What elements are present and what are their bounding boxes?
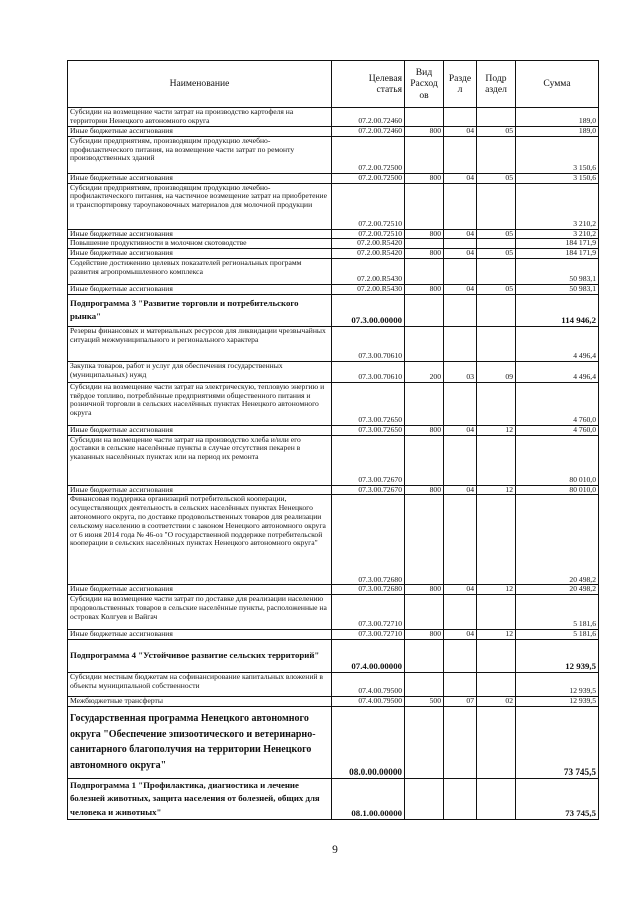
expense-type-cell (405, 183, 444, 229)
table-row (68, 585, 599, 595)
subsection-cell (477, 672, 516, 696)
table-row (68, 294, 599, 326)
target-code-cell: 07.3.00.72650 (332, 425, 405, 435)
target-code-cell: 07.3.00.70610 (332, 361, 405, 382)
name-cell: Государственная программа Ненецкого автономного округа "Обеспечение эпизоотического и ветеринарно-санитарного благополучия на территории Ненецкого автономного округа" (68, 706, 332, 778)
table-row (68, 382, 599, 425)
target-code-cell: 07.4.00.00000 (332, 639, 405, 672)
subsection-cell: 12 (477, 585, 516, 595)
target-code-cell: 07.3.00.72650 (332, 382, 405, 425)
section-cell (444, 382, 477, 425)
name-cell: Субсидии местным бюджетам на софинансирование капитальных вложений в объекты муниципальной собственности (68, 672, 332, 696)
table-row (68, 361, 599, 382)
target-code-cell: 07.2.00.72500 (332, 173, 405, 183)
expense-type-cell (405, 706, 444, 778)
target-code-cell: 07.4.00.79500 (332, 672, 405, 696)
table-row (68, 136, 599, 173)
section-cell (444, 495, 477, 585)
subsection-cell: 05 (477, 284, 516, 294)
section-cell: 04 (444, 173, 477, 183)
subsection-cell: 05 (477, 173, 516, 183)
table-row (68, 258, 599, 284)
expense-type-cell: 800 (405, 485, 444, 495)
expense-type-cell (405, 258, 444, 284)
table-row (68, 326, 599, 361)
target-code-cell: 08.0.00.00000 (332, 706, 405, 778)
target-code-cell: 07.2.00.R5420 (332, 249, 405, 259)
subsection-cell: 05 (477, 249, 516, 259)
section-cell (444, 108, 477, 127)
section-cell (444, 258, 477, 284)
subsection-cell (477, 706, 516, 778)
target-code-cell: 07.3.00.72710 (332, 630, 405, 640)
section-cell: 04 (444, 425, 477, 435)
name-cell: Закупка товаров, работ и услуг для обеспечения государственных (муниципальных) нужд (68, 361, 332, 382)
table-row (68, 672, 599, 696)
sum-cell: 184 171,9 (516, 239, 599, 249)
expense-type-cell (405, 239, 444, 249)
target-code-cell: 07.2.00.72500 (332, 136, 405, 173)
target-code-cell: 07.2.00.72510 (332, 229, 405, 239)
section-cell (444, 294, 477, 326)
budget-table-body (68, 108, 599, 820)
name-cell: Субсидии на возмещение части затрат по доставке для реализации населению продовольственных товаров в сельские населённые пункты, расположенные на островах Колгуев и Вайгач (68, 595, 332, 630)
sum-cell: 73 745,5 (516, 706, 599, 778)
subsection-cell: 09 (477, 361, 516, 382)
name-cell: Иные бюджетные ассигнования (68, 127, 332, 137)
target-code-cell: 07.3.00.72680 (332, 585, 405, 595)
target-code-cell: 07.3.00.00000 (332, 294, 405, 326)
expense-type-cell: 200 (405, 361, 444, 382)
table-row (68, 249, 599, 259)
subsection-cell (477, 639, 516, 672)
target-code-cell: 07.3.00.72680 (332, 495, 405, 585)
section-cell: 04 (444, 127, 477, 137)
sum-cell: 20 498,2 (516, 585, 599, 595)
sum-cell: 3 210,2 (516, 229, 599, 239)
header-target-code: Целевая статья (332, 61, 405, 108)
table-row (68, 183, 599, 229)
target-code-cell: 07.2.00.72460 (332, 127, 405, 137)
subsection-cell: 12 (477, 425, 516, 435)
expense-type-cell (405, 136, 444, 173)
target-code-cell: 07.3.00.72710 (332, 595, 405, 630)
name-cell: Подпрограмма 1 "Профилактика, диагностика и лечение болезней животных, защита населения от болезней, общих для человека и животных" (68, 778, 332, 820)
expense-type-cell (405, 435, 444, 485)
table-row (68, 425, 599, 435)
subsection-cell: 12 (477, 630, 516, 640)
section-cell (444, 639, 477, 672)
table-header-row (68, 61, 599, 108)
section-cell: 04 (444, 485, 477, 495)
section-cell (444, 239, 477, 249)
expense-type-cell: 800 (405, 585, 444, 595)
name-cell: Содействие достижению целевых показателей региональных программ развития агропромышленного комплекса (68, 258, 332, 284)
name-cell: Субсидии на возмещение части затрат на электрическую, тепловую энергию и твёрдое топливо, потреблённые предприятиями общественного питания и розничной торговли в сельских населённых пунктах Ненецкого автономного округа (68, 382, 332, 425)
header-subsection: Подр аздел (477, 61, 516, 108)
header-name: Наименование (68, 61, 332, 108)
section-cell: 03 (444, 361, 477, 382)
name-cell: Субсидии предприятиям, производящим продукцию лечебно-профилактического питания, на частичное возмещение затрат на приобретение и транспортировку тароупаковочных материалов для молочной продукции (68, 183, 332, 229)
subsection-cell (477, 239, 516, 249)
expense-type-cell: 800 (405, 229, 444, 239)
section-cell (444, 672, 477, 696)
table-row (68, 639, 599, 672)
subsection-cell (477, 294, 516, 326)
name-cell: Межбюджетные трансферты (68, 696, 332, 706)
table-row (68, 127, 599, 137)
budget-table (67, 60, 599, 820)
table-row (68, 706, 599, 778)
sum-cell: 50 983,1 (516, 258, 599, 284)
section-cell: 04 (444, 630, 477, 640)
section-cell (444, 183, 477, 229)
table-row (68, 173, 599, 183)
name-cell: Повышение продуктивности в молочном скотоводстве (68, 239, 332, 249)
subsection-cell (477, 595, 516, 630)
table-row (68, 239, 599, 249)
table-row (68, 630, 599, 640)
page-number: 9 (332, 844, 338, 856)
expense-type-cell (405, 294, 444, 326)
name-cell: Иные бюджетные ассигнования (68, 425, 332, 435)
expense-type-cell (405, 595, 444, 630)
sum-cell: 50 983,1 (516, 284, 599, 294)
name-cell: Подпрограмма 4 "Устойчивое развитие сельских территорий" (68, 639, 332, 672)
sum-cell: 184 171,9 (516, 249, 599, 259)
subsection-cell (477, 382, 516, 425)
target-code-cell: 07.2.00.R5420 (332, 239, 405, 249)
section-cell: 04 (444, 229, 477, 239)
target-code-cell: 07.3.00.72670 (332, 485, 405, 495)
sum-cell: 3 150,6 (516, 173, 599, 183)
expense-type-cell (405, 495, 444, 585)
subsection-cell: 12 (477, 485, 516, 495)
section-cell (444, 136, 477, 173)
subsection-cell (477, 778, 516, 820)
name-cell: Иные бюджетные ассигнования (68, 249, 332, 259)
header-sum: Сумма (516, 61, 599, 108)
sum-cell: 73 745,5 (516, 778, 599, 820)
table-row (68, 595, 599, 630)
expense-type-cell: 800 (405, 630, 444, 640)
target-code-cell: 07.4.00.79500 (332, 696, 405, 706)
table-row (68, 108, 599, 127)
name-cell: Финансовая поддержка организаций потребительской кооперации, осуществляющих деятельность в сельских населённых пунктах Ненецкого автономного округа, по доставке продовольственных товаров для реализации сельскому населению в соответствии с законом Ненецкого автономного округа от 6 июня 2014 года № 46-оз "О государственной поддержке потребительской кооперации в сельских населённых пунктах Ненецкого автономного округа" (68, 495, 332, 585)
section-cell: 04 (444, 249, 477, 259)
sum-cell: 4 760,0 (516, 425, 599, 435)
expense-type-cell (405, 778, 444, 820)
section-cell (444, 706, 477, 778)
section-cell: 04 (444, 284, 477, 294)
name-cell: Иные бюджетные ассигнования (68, 229, 332, 239)
sum-cell: 114 946,2 (516, 294, 599, 326)
subsection-cell (477, 495, 516, 585)
subsection-cell (477, 136, 516, 173)
expense-type-cell: 800 (405, 173, 444, 183)
section-cell: 04 (444, 585, 477, 595)
name-cell: Иные бюджетные ассигнования (68, 485, 332, 495)
table-row (68, 485, 599, 495)
target-code-cell: 07.2.00.72460 (332, 108, 405, 127)
table-row (68, 435, 599, 485)
table-row (68, 696, 599, 706)
sum-cell: 12 939,5 (516, 696, 599, 706)
header-expense-type: Вид Расход ов (405, 61, 444, 108)
target-code-cell: 07.3.00.70610 (332, 326, 405, 361)
sum-cell: 4 760,0 (516, 382, 599, 425)
subsection-cell (477, 258, 516, 284)
section-cell (444, 778, 477, 820)
name-cell: Субсидии на возмещение части затрат на производство картофеля на территории Ненецкого автономного округа (68, 108, 332, 127)
sum-cell: 5 181,6 (516, 595, 599, 630)
subsection-cell: 05 (477, 127, 516, 137)
sum-cell: 189,0 (516, 127, 599, 137)
section-cell (444, 595, 477, 630)
sum-cell: 5 181,6 (516, 630, 599, 640)
sum-cell: 80 010,0 (516, 435, 599, 485)
name-cell: Иные бюджетные ассигнования (68, 585, 332, 595)
name-cell: Иные бюджетные ассигнования (68, 173, 332, 183)
subsection-cell (477, 326, 516, 361)
subsection-cell (477, 435, 516, 485)
expense-type-cell (405, 639, 444, 672)
name-cell: Резервы финансовых и материальных ресурсов для ликвидации чрезвычайных ситуаций межмуниципального и регионального характера (68, 326, 332, 361)
section-cell (444, 435, 477, 485)
target-code-cell: 07.2.00.72510 (332, 183, 405, 229)
name-cell: Субсидии предприятиям, производящим продукцию лечебно-профилактического питания, на возмещение части затрат по ремонту производственных зданий (68, 136, 332, 173)
sum-cell: 80 010,0 (516, 485, 599, 495)
sum-cell: 12 939,5 (516, 639, 599, 672)
expense-type-cell (405, 108, 444, 127)
target-code-cell: 07.2.00.R5430 (332, 258, 405, 284)
subsection-cell (477, 108, 516, 127)
name-cell: Подпрограмма 3 "Развитие торговли и потребительского рынка" (68, 294, 332, 326)
target-code-cell: 08.1.00.00000 (332, 778, 405, 820)
section-cell (444, 326, 477, 361)
sum-cell: 12 939,5 (516, 672, 599, 696)
target-code-cell: 07.2.00.R5430 (332, 284, 405, 294)
name-cell: Субсидии на возмещение части затрат на производство хлеба и/или его доставки в сельские населённые пункты в случае отсутствия пекарен в указанных населённых пунктах или на период их ремонта (68, 435, 332, 485)
table-row (68, 284, 599, 294)
expense-type-cell: 800 (405, 127, 444, 137)
sum-cell: 20 498,2 (516, 495, 599, 585)
table-row (68, 778, 599, 820)
expense-type-cell (405, 672, 444, 696)
expense-type-cell (405, 382, 444, 425)
target-code-cell: 07.3.00.72670 (332, 435, 405, 485)
sum-cell: 4 496,4 (516, 361, 599, 382)
subsection-cell (477, 183, 516, 229)
sum-cell: 4 496,4 (516, 326, 599, 361)
section-cell: 07 (444, 696, 477, 706)
name-cell: Иные бюджетные ассигнования (68, 284, 332, 294)
header-section: Разде л (444, 61, 477, 108)
subsection-cell: 05 (477, 229, 516, 239)
name-cell: Иные бюджетные ассигнования (68, 630, 332, 640)
expense-type-cell (405, 326, 444, 361)
table-row (68, 495, 599, 585)
expense-type-cell: 800 (405, 249, 444, 259)
expense-type-cell: 800 (405, 284, 444, 294)
sum-cell: 3 210,2 (516, 183, 599, 229)
sum-cell: 189,0 (516, 108, 599, 127)
table-row (68, 229, 599, 239)
expense-type-cell: 500 (405, 696, 444, 706)
expense-type-cell: 800 (405, 425, 444, 435)
sum-cell: 3 150,6 (516, 136, 599, 173)
subsection-cell: 02 (477, 696, 516, 706)
